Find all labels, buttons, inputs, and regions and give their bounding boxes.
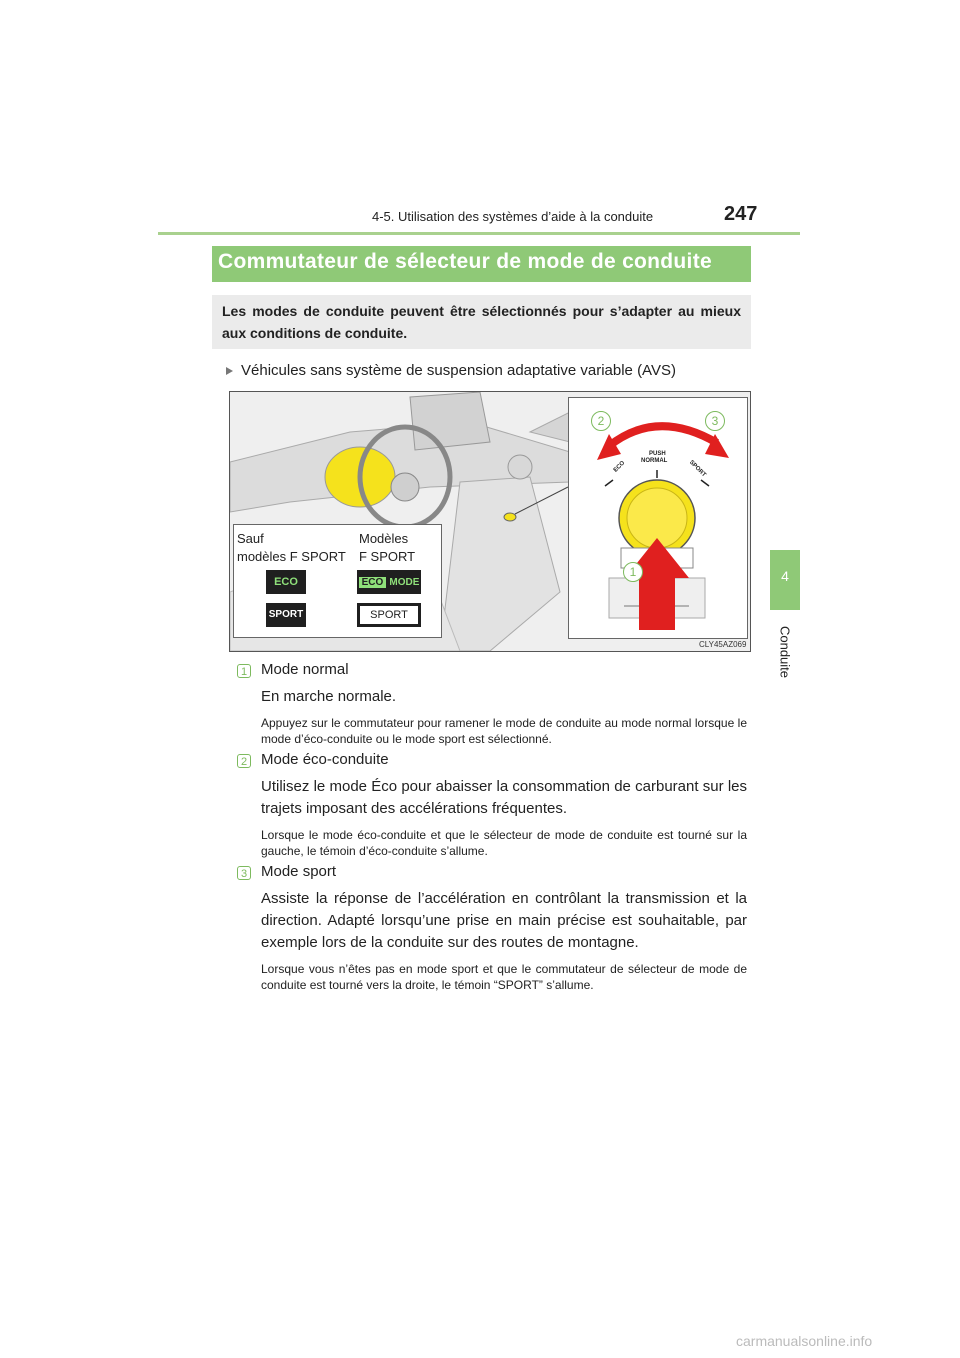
sport-fsport-badge-inner: SPORT	[360, 606, 418, 624]
knob-sport-label: SPORT	[687, 459, 707, 479]
eco-mode-indicator-badge	[357, 570, 421, 594]
knob-push-label: PUSH	[649, 451, 666, 457]
item-number-badge: 3	[237, 866, 251, 880]
item-note: Appuyez sur le commutateur pour ramener le mode de conduite au mode normal lorsque le mode d’éco-conduite ou le mode sport est sélectionné.	[261, 716, 747, 746]
sport-fsport-indicator-badge	[357, 603, 421, 627]
vehicle-line-text: Véhicules sans système de suspension adaptative variable (AVS)	[241, 362, 676, 379]
item-number-badge: 2	[237, 754, 251, 768]
knob-drawing	[569, 398, 745, 636]
header-title: 4-5. Utilisation des systèmes d’aide à la conduite	[372, 209, 654, 224]
callout-1: 1	[623, 562, 643, 582]
label-non-fsport-1: Sauf	[237, 531, 264, 546]
label-fsport-2: F SPORT	[359, 549, 416, 564]
item-title: Mode éco-conduite	[261, 751, 389, 768]
page-number: 247	[724, 203, 758, 225]
item-note: Lorsque vous n’êtes pas en mode sport et que le commutateur de sélecteur de mode de conduite est tourné vers la droite, le témoin “SPORT” s’allume.	[261, 962, 747, 992]
header-rule	[158, 232, 800, 235]
illustration-code: CLY45AZ069	[699, 640, 747, 649]
item-number-badge: 1	[237, 664, 251, 678]
callout-2: 2	[591, 411, 611, 431]
triangle-bullet-icon	[226, 367, 233, 375]
side-tab-label: Conduite	[777, 625, 793, 679]
item-note: Lorsque le mode éco-conduite et que le sélecteur de mode de conduite est tourné sur la gauche, le témoin d’éco-conduite s’allume.	[261, 828, 747, 858]
item-body: En marche normale.	[261, 688, 397, 705]
knob-panel	[568, 397, 748, 639]
section-title: Commutateur de sélecteur de mode de conduite	[212, 246, 751, 282]
item-title: Mode normal	[261, 661, 349, 678]
item-body: Assiste la réponse de l’accélération en contrôlant la transmission et la direction. Adapté lorsqu’une prise en main précise est souhaitable, par exemple lors de la conduite sur des routes de montagne.	[261, 890, 747, 951]
illustration	[229, 391, 751, 652]
label-fsport-1: Modèles	[359, 531, 409, 546]
item-title: Mode sport	[261, 863, 337, 880]
watermark: carmanualsonline.info	[736, 1333, 873, 1349]
side-tab-number: 4	[781, 568, 789, 584]
knob-normal-label: NORMAL	[641, 458, 668, 464]
vehicle-line	[226, 362, 676, 379]
eco-mode-badge-eco: ECO	[359, 577, 387, 588]
indicator-box	[233, 524, 442, 638]
sport-indicator-badge: SPORT	[266, 603, 306, 627]
knob-eco-label: ECO	[612, 460, 627, 474]
item-body: Utilisez le mode Éco pour abaisser la consommation de carburant sur les trajets imposant des accélérations fréquentes.	[261, 778, 747, 817]
eco-mode-badge-mode: MODE	[389, 577, 420, 588]
callout-3: 3	[705, 411, 725, 431]
intro-box: Les modes de conduite peuvent être sélectionnés pour s’adapter au mieux aux conditions de conduite.	[212, 295, 751, 349]
label-non-fsport-2: modèles F SPORT	[237, 549, 346, 564]
eco-indicator-badge: ECO	[266, 570, 306, 594]
